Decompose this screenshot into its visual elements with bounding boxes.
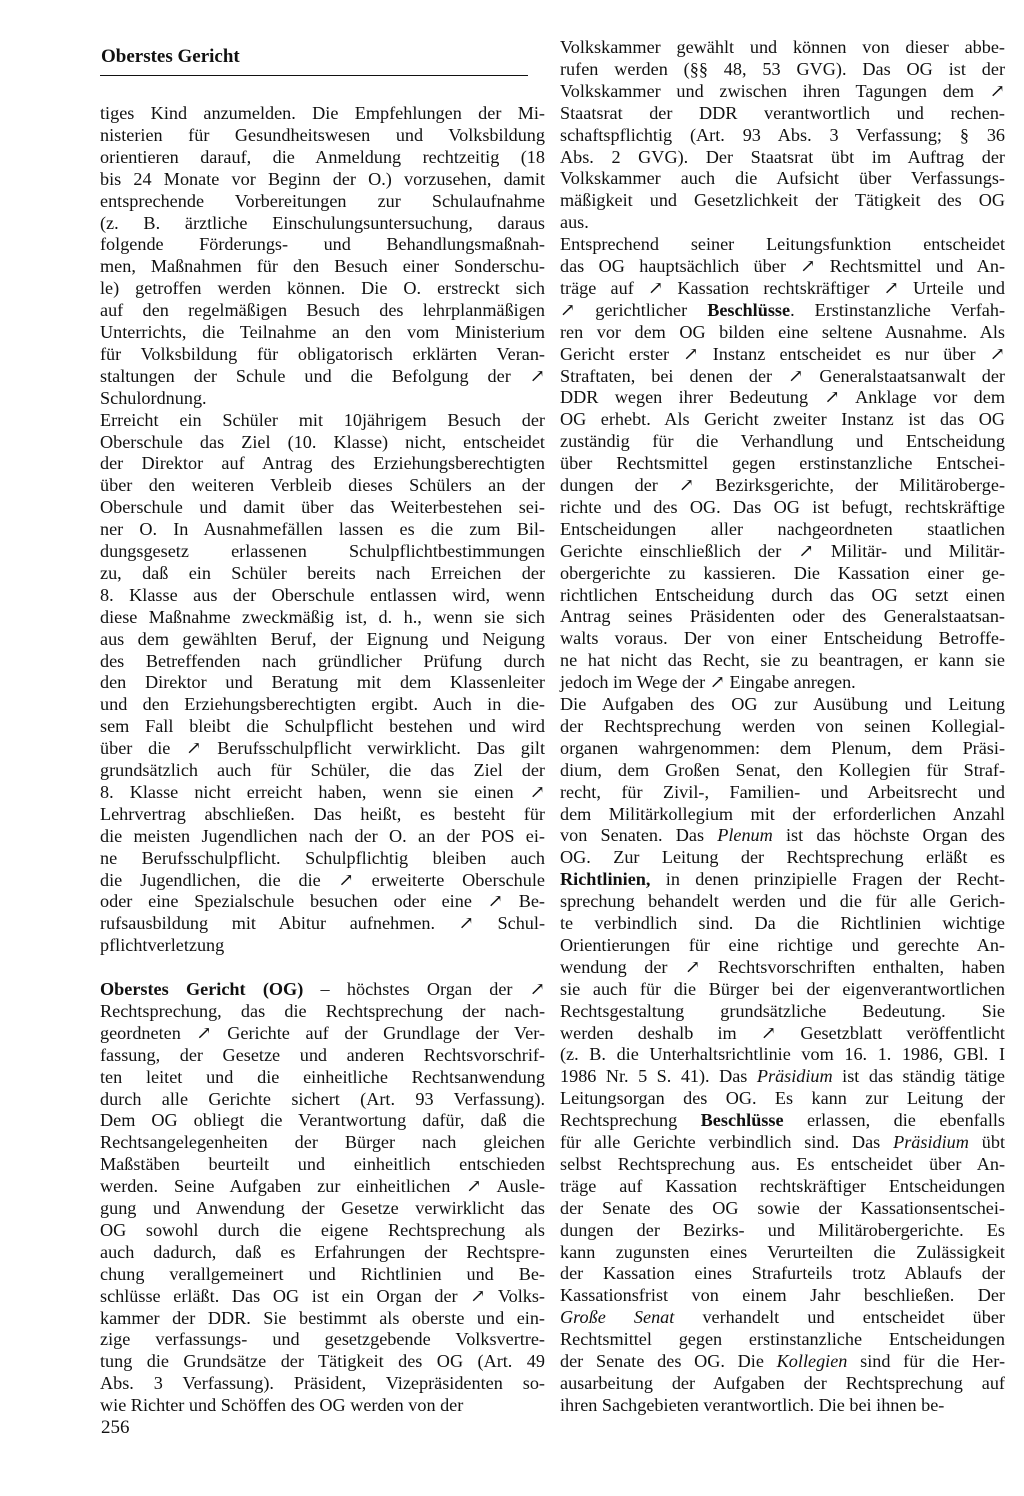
text-line: Oberschule und damit über das Weiterbestehen sei- bbox=[100, 497, 545, 518]
text-line: orientieren darauf, die Anmeldung rechtzeitig (18 bbox=[100, 146, 545, 167]
text-line: 8. Klasse nicht erreicht haben, wenn sie einen ↗ bbox=[100, 781, 545, 802]
text-line: wendung der ↗ Rechtsvorschriften enthalten, haben bbox=[560, 956, 1005, 977]
text-line: der Kassation eines Strafurteils trotz Ablaufs der bbox=[560, 1263, 1005, 1284]
text-line: kann zugunsten eines Verurteilten die Zulässigkeit bbox=[560, 1241, 1005, 1262]
text-line: tung die Grundsätze der Tätigkeit des OG (Art. 49 bbox=[100, 1351, 545, 1372]
text-line: dungen der Bezirks- und Militärobergerichte. Es bbox=[560, 1219, 1005, 1240]
text-line: Rechtsprechung Beschlüsse erlassen, die ebenfalls bbox=[560, 1110, 1005, 1131]
text-line: Richtlinien, in denen prinzipielle Fragen der Recht- bbox=[560, 869, 1005, 890]
text-line: zuständig für die Verhandlung und Entscheidung bbox=[560, 431, 1005, 452]
text-line: (z. B. die Unterhaltsrichtlinie vom 16. 1. 1986, GBl. I bbox=[560, 1044, 1005, 1065]
text-line: fassung, der Gesetze und anderen Rechtsvorschrif- bbox=[100, 1044, 545, 1065]
text-line: werden. Seine Aufgaben zur einheitlichen ↗ Ausle- bbox=[100, 1176, 545, 1197]
running-head: Oberstes Gericht bbox=[101, 46, 240, 67]
text-line: diese Maßnahme zweckmäßig ist, d. h., wenn sie sich bbox=[100, 606, 545, 627]
text-line: staltungen der Schule und die Befolgung der ↗ bbox=[100, 365, 545, 386]
text-line: dungen der ↗ Bezirksgerichte, der Militärobergе- bbox=[560, 475, 1005, 495]
text-line: des Betreffenden nach gründlicher Prüfung durch bbox=[100, 650, 545, 671]
text-line: der Direktor auf Antrag des Erziehungsberechtigten bbox=[100, 453, 545, 474]
text-line: Orientierungen für eine richtige und gerechte An- bbox=[560, 934, 1005, 955]
text-line: geordneten ↗ Gerichte auf der Grundlage der Ver- bbox=[100, 1022, 545, 1043]
text-line: Erreicht ein Schüler mit 10jährigem Besuch der bbox=[100, 409, 545, 430]
text-line: Volkskammer gewählt und können von dieser abbe- bbox=[560, 37, 1005, 57]
text-line: selbst Rechtsprechung aus. Es entscheidet über An- bbox=[560, 1153, 1005, 1174]
text-line: oder eine Spezialschule besuchen oder eine ↗ Be- bbox=[100, 891, 545, 912]
text-line: DDR wegen ihrer Bedeutung ↗ Anklage vor dem bbox=[560, 387, 1005, 408]
text-line: den Direktor und Beratung mit dem Klassenleiter bbox=[100, 672, 545, 693]
text-line: 8. Klasse aus der Oberschule entlassen wird, wenn bbox=[100, 584, 545, 605]
text-line: Rechtsgestaltung grundsätzliche Bedeutung. Sie bbox=[560, 1000, 1005, 1021]
text-line: ner O. In Ausnahmefällen lassen es die zum Bil- bbox=[100, 519, 545, 540]
text-line: Leitungsorgan des OG. Es kann zur Leitung der bbox=[560, 1088, 1005, 1109]
text-line: Gericht erster ↗ Instanz entscheidet es nur über ↗ bbox=[560, 343, 1005, 364]
text-line: zu, daß ein Schüler bereits nach Erreichen der bbox=[100, 562, 545, 583]
text-line: der Rechtsprechung werden von seinen Kollegial- bbox=[560, 715, 1005, 736]
text-line: Große Senat verhandelt und entscheidet über bbox=[560, 1307, 1005, 1328]
text-line: auch dadurch, daß es Erfahrungen der Rechtspre- bbox=[100, 1241, 545, 1262]
text-line: folgende Förderungs- und Behandlungsmaßnah- bbox=[100, 234, 545, 255]
text-line: für Volksbildung für obligatorisch erklärten Veran- bbox=[100, 343, 545, 364]
text-line: Rechtsangelegenheiten der Bürger nach gleichen bbox=[100, 1132, 545, 1153]
text-line: der Senate des OG. Die Kollegien sind für die Her- bbox=[560, 1351, 1006, 1371]
text-line: ne Berufsschulpflicht. Schulpflichtig bleiben auch bbox=[100, 847, 545, 868]
text-line: Abs. 2 GVG). Der Staatsrat übt im Auftrag der bbox=[560, 146, 1005, 167]
text-line: Unterrichts, die Teilnahme an den vom Ministerium bbox=[100, 322, 545, 342]
text-line: Straftaten, bei denen der ↗ Generalstaatsanwalt der bbox=[560, 365, 1005, 386]
text-line: Die Aufgaben des OG zur Ausübung und Leitung bbox=[560, 694, 1005, 714]
text-line: 1986 Nr. 5 S. 41). Das Präsidium ist das ständig tätige bbox=[560, 1066, 1005, 1087]
text-line: ihren Sachgebieten verantwortlich. Die bei ihnen be- bbox=[560, 1394, 945, 1415]
text-line: Maßstäben beurteilt und einheitlich entschieden bbox=[100, 1154, 545, 1175]
text-line: über den weiteren Verbleib dieses Schülers an der bbox=[100, 475, 545, 496]
text-line: richte und des OG. Das OG ist befugt, rechtskräftige bbox=[560, 496, 1005, 517]
text-line: ne hat nicht das Recht, sie zu beantragen, er kann sie bbox=[560, 650, 1005, 671]
text-line: walts voraus. Der von einer Entscheidung Betroffe- bbox=[560, 628, 1005, 649]
text-line: aus dem gewählten Beruf, der Eignung und Neigung bbox=[100, 628, 545, 649]
text-line bbox=[100, 957, 545, 979]
text-line: dium, dem Großen Senat, den Kollegien für Straf- bbox=[560, 759, 1005, 780]
text-line: aus. bbox=[560, 212, 589, 233]
text-line: Rechtsmittel gegen erstinstanzliche Entscheidungen bbox=[560, 1329, 1005, 1350]
text-line: grundsätzlich auch für Schüler, die das Ziel der bbox=[100, 760, 545, 780]
text-line: sprechung behandelt werden und die für alle Gerich- bbox=[560, 891, 1005, 912]
text-line: Lehrvertrag abschließen. Das heißt, es besteht für bbox=[100, 803, 545, 824]
text-line: OG. Zur Leitung der Rechtsprechung erläßt es bbox=[560, 847, 1005, 868]
text-line: ausarbeitung der Aufgaben der Rechtsprechung auf bbox=[560, 1372, 1005, 1393]
text-line: jedoch im Wege der ↗ Eingabe anregen. bbox=[560, 672, 856, 693]
text-line: Abs. 3 Verfassung). Präsident, Vizepräsidenten so- bbox=[100, 1373, 545, 1394]
text-line: auf den regelmäßigen Besuch des lehrplanmäßigen bbox=[100, 300, 545, 321]
text-line: Oberstes Gericht (OG) – höchstes Organ der ↗ bbox=[100, 979, 545, 999]
text-line: Volkskammer auch die Aufsicht über Verfassungs- bbox=[560, 168, 1005, 189]
text-line: le) getroffen werden können. Die O. erstreckt sich bbox=[100, 278, 545, 299]
text-line: durch alle Gerichte sichert (Art. 93 Verfassung). bbox=[100, 1088, 545, 1109]
text-line: Dem OG obliegt die Verantwortung dafür, daß die bbox=[100, 1110, 545, 1131]
text-line: entsprechende Vorbereitungen zur Schulaufnahme bbox=[100, 190, 545, 211]
text-line: OG erhebt. Als Gericht zweiter Instanz ist das OG bbox=[560, 409, 1005, 430]
text-line: schlüsse erläßt. Das OG ist ein Organ der ↗ Volks- bbox=[100, 1285, 545, 1306]
text-line: dem Militärkollegium mit der erforderlichen Anzahl bbox=[560, 803, 1005, 824]
text-line: dungsgesetz erlassenen Schulpflichtbestimmungen bbox=[100, 541, 545, 561]
text-line: tiges Kind anzumelden. Die Empfehlungen der Mi- bbox=[100, 103, 545, 123]
text-line: über Rechtsmittel gegen erstinstanzliche Entschei- bbox=[560, 453, 1005, 474]
text-line: bis 24 Monate vor Beginn der O.) vorzusehen, damit bbox=[100, 168, 545, 189]
text-line: obergerichte zu kassieren. Die Kassation einer ge- bbox=[560, 562, 1005, 583]
text-line: Entscheidungen aller nachgeordneten staatlichen bbox=[560, 518, 1005, 539]
text-line: wie Richter und Schöffen des OG werden von der bbox=[100, 1395, 464, 1416]
text-line: richtlichen Entscheidung durch das OG setzt einen bbox=[560, 584, 1005, 605]
text-line: und den Erziehungsberechtigten ergibt. Auch in die- bbox=[100, 694, 545, 715]
text-line: für alle Gerichte verbindlich sind. Das Präsidium übt bbox=[560, 1132, 1005, 1152]
text-line: werden deshalb im ↗ Gesetzblatt veröffentlicht bbox=[560, 1022, 1005, 1043]
text-line: nisterien für Gesundheitswesen und Volksbildung bbox=[100, 124, 545, 145]
text-line: über die ↗ Berufsschulpflicht verwirklicht. Das gilt bbox=[100, 738, 545, 759]
text-line: schaftspflichtig (Art. 93 Abs. 3 Verfassung; § 36 bbox=[560, 124, 1005, 145]
text-line: rufen werden (§§ 48, 53 GVG). Das OG ist der bbox=[560, 58, 1005, 79]
text-line: pflichtverletzung bbox=[100, 935, 225, 956]
text-line: men, Maßnahmen für den Besuch einer Sonderschu- bbox=[100, 256, 545, 277]
text-line: träge auf ↗ Kassation rechtskräftiger ↗ Urteile und bbox=[560, 277, 1005, 298]
page-number: 256 bbox=[101, 1417, 130, 1438]
text-line: organen wahrgenommen: dem Plenum, dem Präsi- bbox=[560, 737, 1005, 758]
text-line: der Senate des OG sowie der Kassationsentschei- bbox=[560, 1197, 1005, 1218]
text-line: von Senaten. Das Plenum ist das höchste Organ des bbox=[560, 825, 1006, 846]
text-line: OG sowohl durch die eigene Rechtsprechung als bbox=[100, 1219, 545, 1240]
text-line: die meisten Jugendlichen nach der O. an der POS ei- bbox=[100, 825, 545, 846]
text-line: ren vor dem OG bilden eine seltene Ausnahme. Als bbox=[560, 321, 1005, 342]
text-line: sem Fall bleibt die Schulpflicht bestehen und wird bbox=[100, 716, 545, 737]
text-line: die Jugendlichen, die die ↗ erweiterte Oberschule bbox=[100, 869, 545, 890]
text-line: recht, für Zivil-, Familien- und Arbeitsrecht und bbox=[560, 781, 1005, 802]
text-line: Staatsrat der DDR verantwortlich und rechen- bbox=[560, 102, 1005, 123]
text-line: Entsprechend seiner Leitungsfunktion entscheidet bbox=[560, 234, 1005, 255]
text-line: Rechtsprechung, das die Rechtsprechung der nach- bbox=[100, 1000, 545, 1021]
text-line: (z. B. ärztliche Einschulungsuntersuchung, daraus bbox=[100, 212, 545, 233]
text-line: mäßigkeit und Gesetzlichkeit der Tätigkeit des OG bbox=[560, 190, 1005, 211]
text-line: chung verallgemeinert und Richtlinien und Be- bbox=[100, 1263, 545, 1284]
text-line: kammer der DDR. Sie bestimmt als oberste und ein- bbox=[100, 1307, 545, 1328]
text-line: sie auch für die Bürger bei der eigenverantwortlichen bbox=[560, 978, 1005, 999]
text-line: te verbindlich sind. Da die Richtlinien wichtige bbox=[560, 913, 1005, 933]
text-line: das OG hauptsächlich über ↗ Rechtsmittel und An- bbox=[560, 256, 1005, 276]
text-line: ten leitet und die einheitliche Rechtsanwendung bbox=[100, 1066, 545, 1087]
text-line: Oberschule das Ziel (10. Klasse) nicht, entscheidet bbox=[100, 431, 545, 452]
text-line: Volkskammer und zwischen ihren Tagungen dem ↗ bbox=[560, 80, 1005, 101]
text-line: ↗ gerichtlicher Beschlüsse. Erstinstanzliche Verfah- bbox=[560, 299, 1006, 320]
text-line: Kassationsfrist von einem Jahr beschließen. Der bbox=[560, 1285, 1005, 1306]
text-line: gung und Anwendung der Gesetze verwirklicht das bbox=[100, 1198, 545, 1218]
text-line: zige verfassungs- und gesetzgebende Volksvertre- bbox=[100, 1329, 545, 1350]
text-line: Gerichte einschließlich der ↗ Militär- und Militär- bbox=[560, 540, 1005, 561]
header-rule bbox=[100, 75, 528, 76]
text-line: Antrag seines Präsidenten oder des Generalstaatsan- bbox=[560, 606, 1005, 627]
text-line: Schulordnung. bbox=[100, 387, 207, 408]
text-line: rufsausbildung mit Abitur aufnehmen. ↗ Schul- bbox=[100, 913, 545, 934]
text-line: träge auf Kassation rechtskräftiger Entscheidungen bbox=[560, 1175, 1005, 1196]
